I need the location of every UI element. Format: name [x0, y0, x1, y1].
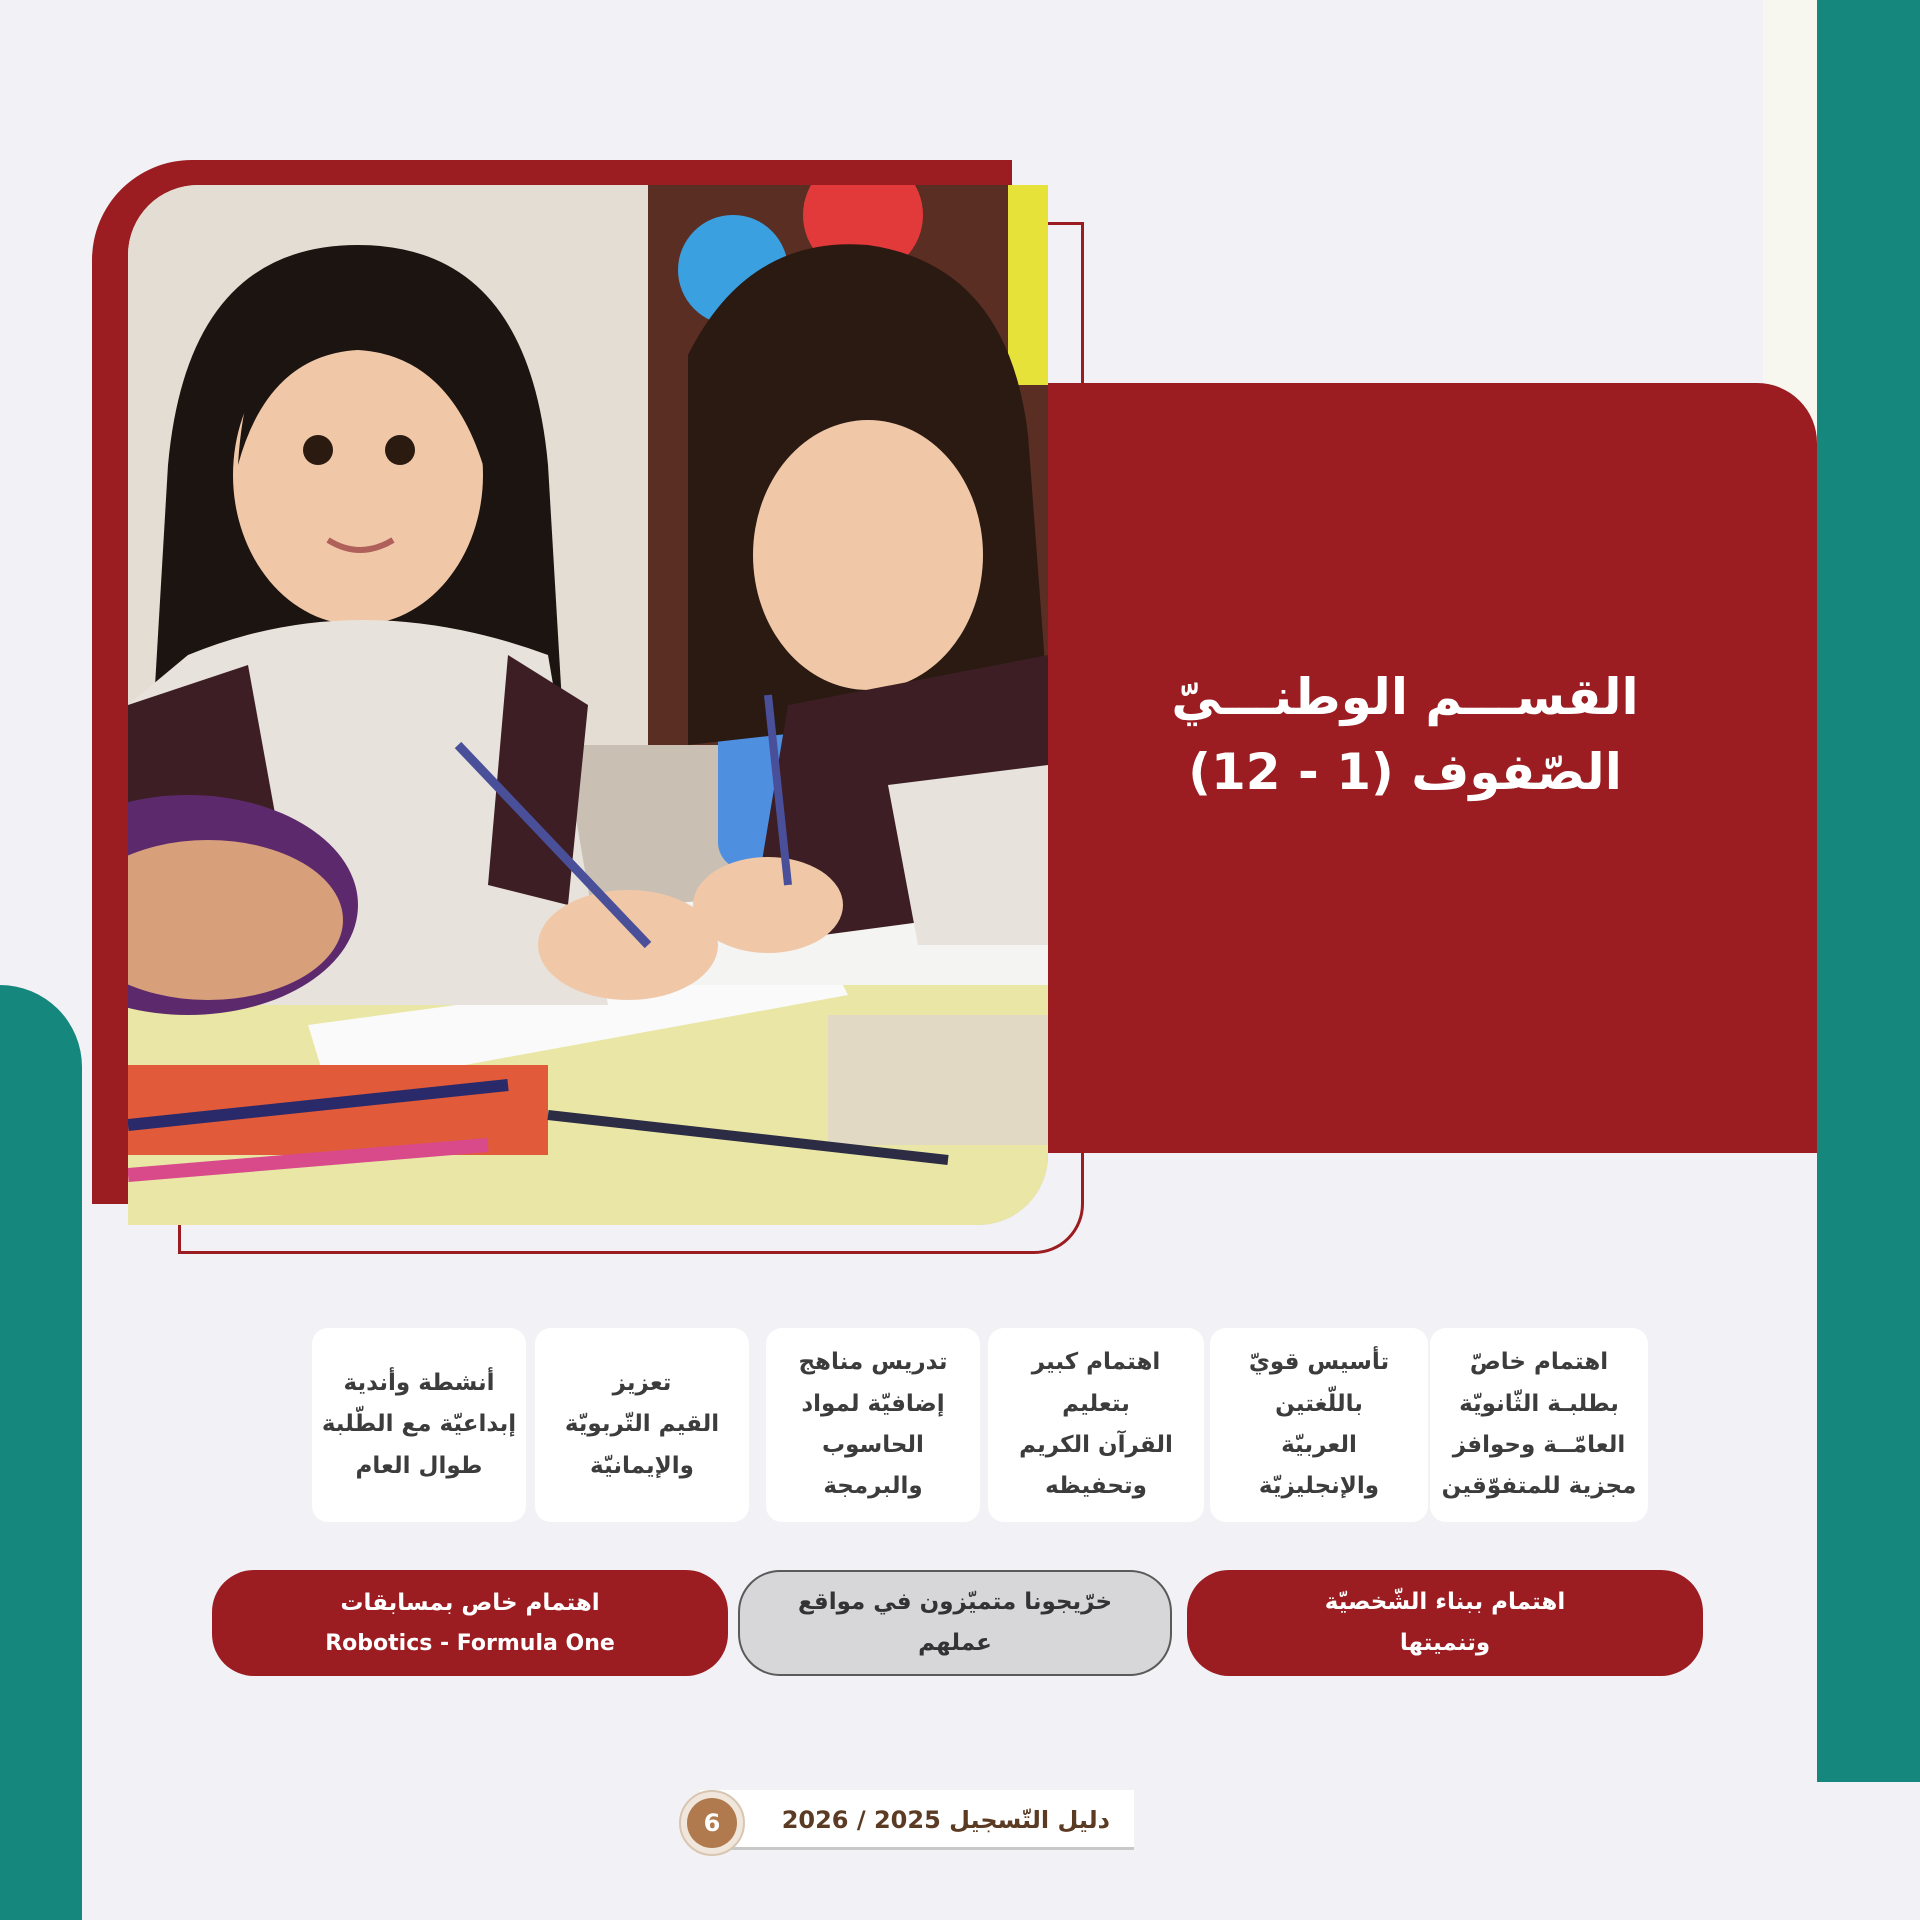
footer-guide-title: دليل التّسجيل 2025 / 2026 — [781, 1806, 1110, 1834]
pill-graduates-line2: عملهم — [918, 1630, 992, 1656]
teal-side-band-right — [1817, 0, 1920, 1782]
pill-graduates-line1: خرّيجونا متميّزون في مواقع — [797, 1588, 1113, 1615]
pill-character-line1: اهتمام ببناء الشّخصيّة — [1324, 1588, 1566, 1615]
students-photo — [128, 185, 1048, 1225]
feature-card-languages: تأسيس قويّ باللّغتين العربيّة والإنجليزيّة — [1210, 1328, 1428, 1522]
pill-character-building — [1187, 1570, 1703, 1676]
pill-character-line2: وتنميتها — [1399, 1630, 1491, 1656]
feature-card-secondary-students: اهتمام خاصّ بطلبـة الثّانويّة العامّــة وحوافز مجزية للمتفوّقين — [1430, 1328, 1648, 1522]
pill-competitions-line1: اهتمام خاص بمسابقات — [340, 1589, 600, 1616]
pill-competitions-line2: Robotics - Formula One — [325, 1630, 615, 1656]
feature-card-values: تعزيز القيم التّربويّة والإيمانيّة — [535, 1328, 749, 1522]
feature-card-activities: أنشطة وأندية إبداعيّة مع الطّلبة طوال العام — [312, 1328, 526, 1522]
students-photo-illustration — [128, 185, 1048, 1225]
feature-card-quran: اهتمام كبير بتعليم القرآن الكريم وتحفيظه — [988, 1328, 1204, 1522]
feature-card-computing: تدريس مناهج إضافيّة لمواد الحاسوب والبرمجة — [766, 1328, 980, 1522]
pill-competitions — [212, 1570, 728, 1676]
teal-side-band-left — [0, 985, 82, 1920]
title-department: القســـم الوطنـــيّ — [1171, 668, 1639, 726]
pill-graduates — [738, 1570, 1172, 1676]
page-number: 6 — [687, 1798, 737, 1848]
title-grades: الصّفوف (1 - 12) — [1188, 743, 1622, 801]
section-title — [1120, 660, 1690, 810]
